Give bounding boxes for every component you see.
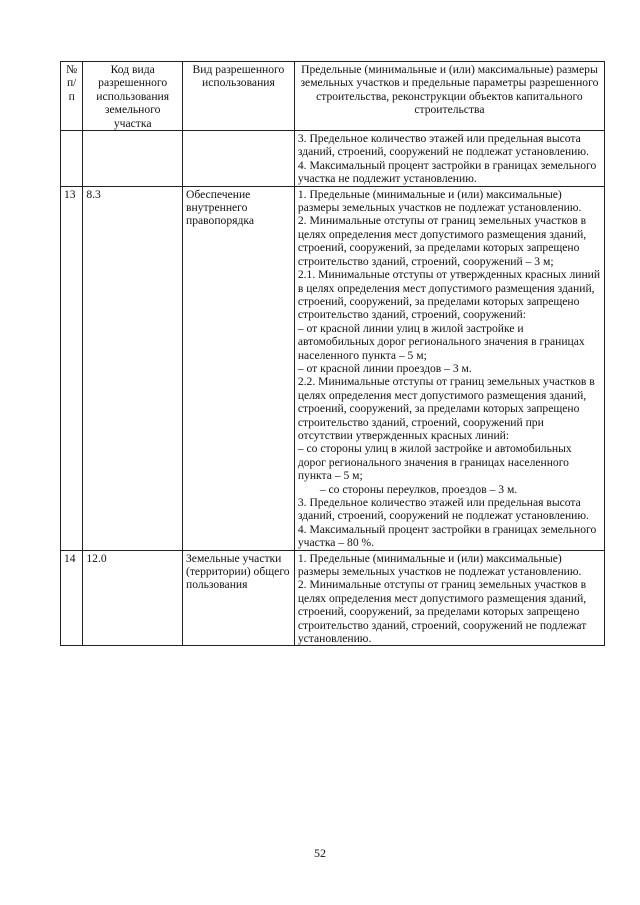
cell-use-type: Земельные участки (территории) общего пользования — [183, 550, 295, 646]
cell-number: 13 — [61, 186, 83, 550]
header-code: Код вида разрешенного использования земельного участка — [83, 62, 183, 131]
parameter-line: 1. Предельные (минимальные и (или) максимальные) размеры земельных участков не подлежат установлению. — [297, 187, 582, 215]
cell-number — [61, 131, 83, 187]
header-use-type: Вид разрешенного использования — [183, 62, 295, 131]
parameter-line: – от красной линии проездов – 3 м. — [297, 361, 472, 375]
parameter-line: – со стороны улиц в жилой застройке и автомобильных дорог регионального значения в границах населенного пункта – 5 м; — [297, 442, 572, 483]
cell-use-type: Обеспечение внутреннего правопорядка — [183, 186, 295, 550]
cell-parameters — [294, 550, 604, 646]
header-parameters: Предельные (минимальные и (или) максимальные) размеры земельных участков и предельные параметры разрешенного строительства, реконструкции объектов капитального строительства — [294, 62, 604, 131]
parameter-line: 1. Предельные (минимальные и (или) максимальные) размеры земельных участков не подлежат установлению. — [297, 551, 582, 579]
table-header-row — [61, 62, 605, 131]
parameter-line: 4. Максимальный процент застройки в границах земельного участка – 80 %. — [297, 522, 597, 550]
parameter-line: – со стороны переулков, проездов – 3 м. — [319, 482, 518, 496]
cell-number: 14 — [61, 550, 83, 646]
table-row — [61, 186, 605, 550]
parameter-line: 2.2. Минимальные отступы от границ земельных участков в целях определения мест допустимого размещения зданий, строений, сооружений, за пределами которых запрещено строительство зданий, строений, сооружений при отсутствии утвержденных красных линий: — [297, 375, 595, 442]
cell-code — [83, 131, 183, 187]
header-number: № п/п — [61, 62, 83, 131]
regulations-table — [60, 61, 605, 646]
parameter-line: 4. Максимальный процент застройки в границах земельного участка не подлежит установлению. — [297, 158, 597, 186]
parameter-line: 2. Минимальные отступы от границ земельных участков в целях определения мест допустимого размещения зданий, строений, сооружений, за пределами которых запрещено строительство зданий, строений, сооружений – 3 м; — [297, 214, 587, 268]
parameter-line: 3. Предельное количество этажей или предельная высота зданий, строений, сооружений не подлежат установлению. — [297, 132, 589, 159]
page-number: 52 — [314, 846, 326, 860]
table-row — [61, 550, 605, 646]
cell-code: 12.0 — [83, 550, 183, 646]
parameter-line: 3. Предельное количество этажей или предельная высота зданий, строений, сооружений не подлежат установлению. — [297, 496, 589, 523]
parameter-line: 2.1. Минимальные отступы от утвержденных красных линий в целях определения мест допустимого размещения зданий, строений, сооружений, за пределами которых запрещено строительство зданий, строений, сооружений: — [297, 268, 601, 322]
table-row-continuation — [61, 131, 605, 187]
cell-parameters — [294, 131, 604, 187]
parameter-line: 2. Минимальные отступы от границ земельных участков в целях определения мест допустимого размещения зданий, строений, сооружений, за пределами которых запрещено строительство зданий, строений, сооружений не подлежат установлению. — [297, 578, 587, 646]
cell-use-type — [183, 131, 295, 187]
cell-code: 8.3 — [83, 186, 183, 550]
cell-parameters — [294, 186, 604, 550]
parameter-line: – от красной линии улиц в жилой застройке и автомобильных дорог регионального значения в границах населенного пункта – 5 м; — [297, 321, 585, 362]
